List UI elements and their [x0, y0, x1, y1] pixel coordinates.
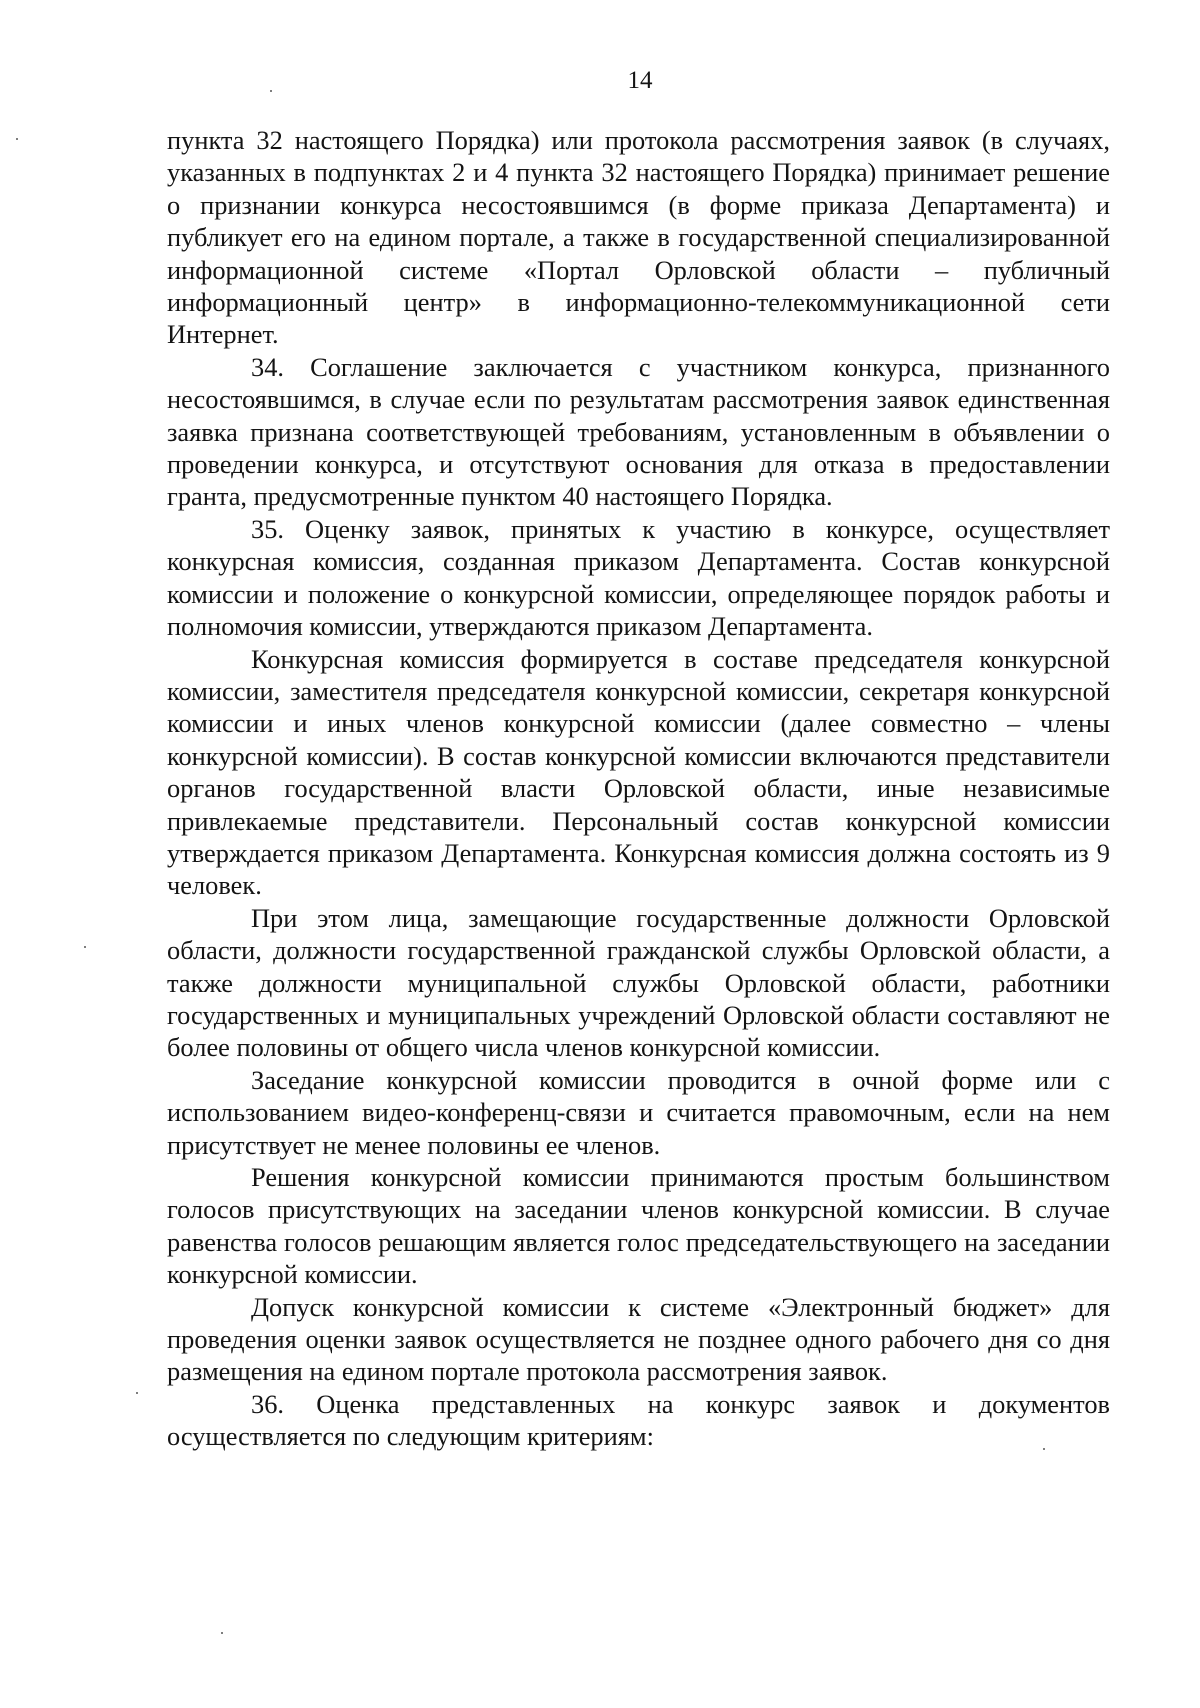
paragraph-meeting-quorum: Заседание конкурсной комиссии проводится в очной форме или с использованием видео-конференц-связи и считается правомочным, если на нем присутствует не менее половины ее членов. — [167, 1064, 1110, 1160]
scan-speck — [1043, 1448, 1045, 1450]
page-number: 14 — [627, 67, 653, 94]
paragraph-item-34: 34. Соглашение заключается с участником конкурса, признанного несостоявшимся, в случае если по результатам рассмотрения заявок единственная заявка признана соответствующей требованиям, установленным в объявлении о проведении конкурса, и отсутствуют основания для отказа в предоставлении гранта, предусмотренные пунктом 40 настоящего Порядка. — [167, 351, 1110, 512]
paragraph-decisions: Решения конкурсной комиссии принимаются простым большинством голосов присутствующих на заседании членов конкурсной комиссии. В случае равенства голосов решающим является голос председательствующего на заседании конкурсной комиссии. — [167, 1162, 1110, 1290]
scan-speck — [221, 1632, 223, 1634]
scan-speck — [270, 90, 272, 92]
scan-speck — [16, 138, 18, 140]
scan-speck — [136, 1392, 138, 1394]
scan-speck — [84, 946, 86, 948]
paragraph-electronic-budget-access: Допуск конкурсной комиссии к системе «Электронный бюджет» для проведения оценки заявок осуществляется не позднее одного рабочего дня со дня размещения на едином портале протокола рассмотрения заявок. — [167, 1291, 1110, 1387]
paragraph-commission-composition: Конкурсная комиссия формируется в составе председателя конкурсной комиссии, заместителя председателя конкурсной комиссии, секретаря конкурсной комиссии и иных членов конкурсной комиссии (далее совместно – члены конкурсной комиссии). В состав конкурсной комиссии включаются представители органов государственной власти Орловской области, иные независимые привлекаемые представители. Персональный состав конкурсной комиссии утверждается приказом Департамента. Конкурсная комиссия должна состоять из 9 человек. — [167, 643, 1110, 901]
paragraph-continuation: пункта 32 настоящего Порядка) или протокола рассмотрения заявок (в случаях, указанных в подпунктах 2 и 4 пункта 32 настоящего Порядка) принимает решение о признании конкурса несостоявшимся (в форме приказа Департамента) и публикует его на едином портале, а также в государственной специализированной информационной системе «Портал Орловской области – публичный информационный центр» в информационно-телекоммуникационной сети Интернет. — [167, 125, 1110, 350]
document-body — [167, 124, 1110, 1453]
paragraph-commission-members-limit: При этом лица, замещающие государственные должности Орловской области, должности государственной гражданской службы Орловской области, а также должности муниципальной службы Орловской области, работники государственных и муниципальных учреждений Орловской области составляют не более половины от общего числа членов конкурсной комиссии. — [167, 902, 1110, 1063]
paragraph-item-35: 35. Оценку заявок, принятых к участию в конкурсе, осуществляет конкурсная комиссия, созданная приказом Департамента. Состав конкурсной комиссии и положение о конкурсной комиссии, определяющее порядок работы и полномочия комиссии, утверждаются приказом Департамента. — [167, 513, 1110, 642]
paragraph-item-36: 36. Оценка представленных на конкурс заявок и документов осуществляется по следующим критериям: — [167, 1388, 1110, 1452]
